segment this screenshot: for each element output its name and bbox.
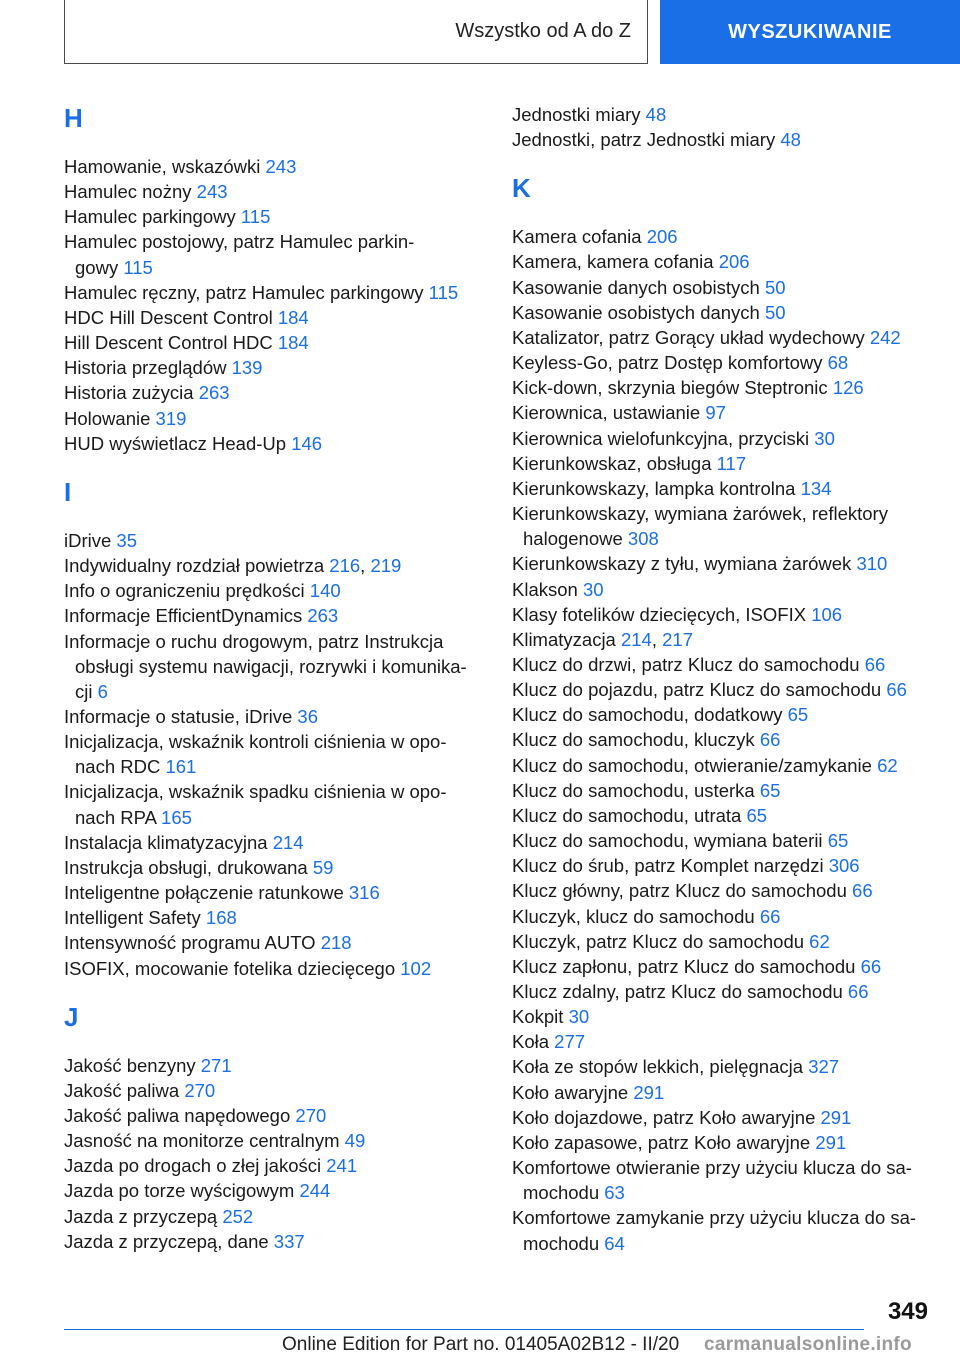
page-link[interactable]: 271 <box>200 1054 232 1076</box>
page-link[interactable]: 161 <box>165 756 197 778</box>
footer-edition: Online Edition for Part no. 01405A02B12 - II/20 <box>282 1334 680 1355</box>
index-entry-text: Keyless-Go, patrz Dostęp komfortowy <box>512 352 823 374</box>
index-entry-text: Instalacja klimatyzacyjna <box>64 831 268 853</box>
page-link[interactable]: 184 <box>277 306 309 328</box>
index-entry-text: Inicjalizacja, wskaźnik kontroli ciśnienia w opo- nach RDC <box>64 731 447 778</box>
page-link[interactable]: 30 <box>814 427 835 449</box>
page-link[interactable]: 214 <box>272 831 304 853</box>
index-entry <box>512 577 932 602</box>
index-entry <box>64 603 484 628</box>
index-entry-text: Klimatyzacja <box>512 628 616 650</box>
page-link[interactable]: 139 <box>231 357 263 379</box>
index-entry <box>512 300 932 325</box>
index-entry <box>64 855 484 880</box>
index-entry-text: Informacje EfficientDynamics <box>64 605 303 627</box>
index-entry-text: Kierunkowskazy, wymiana żarówek, reflektory halogenowe <box>512 503 888 550</box>
page-link[interactable]: 310 <box>856 553 888 575</box>
index-entry-text: Jakość benzyny <box>64 1054 196 1076</box>
index-entry <box>64 1229 484 1254</box>
index-entry <box>512 904 932 929</box>
index-entry-text: Jakość paliwa napędowego <box>64 1105 291 1126</box>
tab-search[interactable] <box>660 0 960 64</box>
index-entry-text: iDrive <box>64 529 112 551</box>
index-entry <box>64 704 484 729</box>
index-entry <box>64 204 484 229</box>
index-entry <box>512 325 932 350</box>
page-link[interactable]: 243 <box>196 181 228 203</box>
index-entry-text: Klucz zapłonu, patrz Klucz do samochodu <box>512 955 856 977</box>
index-entry <box>64 1103 484 1128</box>
index-entry-text: Kasowanie osobistych danych <box>512 301 760 323</box>
index-entry <box>512 929 932 954</box>
index-entry-text: Jednostki miary <box>512 104 641 125</box>
page-link[interactable]: 241 <box>326 1155 358 1177</box>
index-entry-text: Klucz zdalny, patrz Klucz do samochodu <box>512 981 843 1002</box>
page-link[interactable]: 48 <box>645 104 667 125</box>
index-entry <box>512 677 932 702</box>
page-link[interactable]: 242 <box>869 326 901 348</box>
page-link[interactable]: 219 <box>370 555 402 577</box>
index-entry <box>64 1204 484 1229</box>
page-link[interactable]: 66 <box>847 981 869 1002</box>
index-entry-text: Komfortowe zamykanie przy użyciu klucza do sa- mochodu <box>512 1207 917 1254</box>
index-entry-text: Klucz do samochodu, kluczyk <box>512 729 755 751</box>
page-link[interactable]: 277 <box>554 1031 586 1053</box>
index-entry <box>512 551 932 576</box>
index-entry-text: Klucz do samochodu, dodatkowy <box>512 704 783 726</box>
index-entry <box>512 652 932 677</box>
index-entry-text: HDC Hill Descent Control <box>64 306 273 328</box>
index-entry-text: Kamera, kamera cofania <box>512 251 714 273</box>
index-entry-text: Klucz do drzwi, patrz Klucz do samochodu <box>512 653 860 675</box>
page-link[interactable]: 50 <box>765 301 786 323</box>
index-entry-text: Historia zużycia <box>64 382 194 404</box>
index-entry: Klimatyzacja 214, 217 <box>512 628 694 650</box>
index-entry <box>64 1178 484 1203</box>
page-link[interactable]: 66 <box>759 905 781 927</box>
index-entry <box>512 275 932 300</box>
page-link[interactable]: 140 <box>309 580 341 602</box>
index-entry-text: Kasowanie danych osobistych <box>512 276 760 298</box>
index-letter-heading: K <box>512 173 531 204</box>
index-entry <box>64 154 484 179</box>
index-entry-text: Kluczyk, klucz do samochodu <box>512 905 755 927</box>
index-entry <box>512 249 932 274</box>
index-entry <box>512 979 932 1004</box>
index-entry-text: Jazda po drogach o złej jakości <box>64 1155 322 1177</box>
index-entry <box>512 127 932 152</box>
page-link[interactable]: 308 <box>627 528 659 550</box>
index-entry-text: Informacje o ruchu drogowym, patrz Instrukcja obsługi systemu nawigacji, rozrywki i komunika- cji <box>64 630 467 702</box>
index-entry <box>512 400 932 425</box>
page-link[interactable]: 50 <box>765 276 786 298</box>
page-link[interactable]: 115 <box>240 206 271 228</box>
index-entry-text: Klucz do samochodu, otwieranie/zamykanie <box>512 754 872 776</box>
index-entry <box>512 350 932 375</box>
page-link[interactable]: 263 <box>307 605 339 627</box>
page-link[interactable]: 65 <box>746 804 768 826</box>
index-entry-text: Indywidualny rozdział powietrza <box>64 555 325 577</box>
page-link[interactable]: 244 <box>299 1180 331 1202</box>
index-entry-text: Historia przeglądów <box>64 357 227 379</box>
index-entry-text: HUD wyświetlacz Head-Up <box>64 432 287 454</box>
page-link[interactable]: 66 <box>886 679 907 701</box>
index-entry <box>512 1130 932 1155</box>
index-entry <box>512 853 932 878</box>
index-entry <box>64 1128 484 1153</box>
index-entry-text: Koło dojazdowe, patrz Koło awaryjne <box>512 1106 816 1128</box>
index-letter-heading: H <box>64 103 83 133</box>
page-link[interactable]: 184 <box>277 332 309 354</box>
page-link[interactable]: 6 <box>97 680 108 702</box>
page-link[interactable]: 48 <box>780 129 801 151</box>
index-entry-text: Klucz do samochodu, wymiana baterii <box>512 830 823 852</box>
watermark: carmanualsonline.info <box>704 1334 912 1355</box>
index-entry-text: Inteligentne połączenie ratunkowe <box>64 882 344 904</box>
index-entry <box>64 431 484 456</box>
index-entry <box>64 305 484 330</box>
index-entry-text: Kierunkowskazy z tyłu, wymiana żarówek <box>512 553 852 575</box>
tab-a-to-z-label: Wszystko od A do Z <box>455 20 631 42</box>
index-entry-text: ISOFIX, mocowanie fotelika dziecięcego <box>64 957 396 979</box>
page-link[interactable]: 206 <box>718 251 750 273</box>
index-entry <box>64 779 484 829</box>
page-link[interactable]: 66 <box>864 653 886 675</box>
index-entry <box>64 905 484 930</box>
index-entry <box>64 380 484 405</box>
index-entry-text: Jasność na monitorze centralnym <box>64 1130 340 1152</box>
index-entry-text: Klucz główny, patrz Klucz do samochodu <box>512 880 847 902</box>
index-entry-text: Hamulec postojowy, patrz Hamulec parkin- gowy <box>64 231 415 278</box>
page-link[interactable]: 30 <box>568 1006 590 1028</box>
page-link[interactable]: 217 <box>662 628 694 650</box>
page-link[interactable]: 102 <box>400 957 432 979</box>
page-link[interactable]: 65 <box>787 704 809 726</box>
index-entry <box>64 830 484 855</box>
index-entry <box>512 803 932 828</box>
index-entry-text: Jazda z przyczepą <box>64 1205 218 1227</box>
page-link[interactable]: 168 <box>205 907 237 929</box>
page-link[interactable]: 291 <box>815 1131 847 1153</box>
page-link[interactable]: 291 <box>820 1106 852 1128</box>
index-letter-heading: J <box>64 1001 79 1032</box>
index-entry-text: Jazda z przyczepą, dane <box>64 1230 269 1252</box>
index-entry <box>64 1153 484 1178</box>
page-link[interactable]: 270 <box>295 1105 327 1126</box>
index-entry-text: Intelligent Safety <box>64 907 201 929</box>
index-entry <box>64 956 484 981</box>
tab-search-label: WYSZUKIWANIE <box>728 20 892 43</box>
index-entry-text: Kierunkowskazy, lampka kontrolna <box>512 477 796 499</box>
index-entry <box>64 578 484 603</box>
page-link[interactable]: 49 <box>344 1130 366 1152</box>
page-link[interactable]: 30 <box>582 578 604 600</box>
page-link[interactable]: 316 <box>348 882 380 904</box>
page-link[interactable]: 146 <box>291 432 323 454</box>
index-entry <box>512 1105 932 1130</box>
index-letter-heading: I <box>64 476 72 507</box>
footer-divider <box>64 1329 864 1330</box>
index-entry-text: Kamera cofania <box>512 226 642 248</box>
page-link[interactable]: 115 <box>428 281 459 303</box>
index-entry-text: Instrukcja obsługi, drukowana <box>64 856 308 878</box>
index-entry-text: Kluczyk, patrz Klucz do samochodu <box>512 930 805 952</box>
index-entry <box>512 1004 932 1029</box>
page-link[interactable]: 65 <box>827 830 849 852</box>
page-link[interactable]: 35 <box>116 529 137 551</box>
index-entry <box>512 426 932 451</box>
page-link[interactable]: 66 <box>759 729 781 751</box>
page-link[interactable]: 165 <box>161 806 192 828</box>
index-entry <box>64 355 484 380</box>
page-link[interactable]: 218 <box>320 932 352 954</box>
index-entry: Indywidualny rozdział powietrza 216, 219 <box>64 555 402 577</box>
page-link[interactable]: 306 <box>828 855 860 877</box>
page-link[interactable]: 243 <box>265 156 297 177</box>
page-link[interactable]: 206 <box>646 226 678 248</box>
page-link[interactable]: 65 <box>759 779 781 801</box>
page-link[interactable]: 62 <box>809 930 830 952</box>
index-entry <box>64 528 484 553</box>
index-entry <box>64 406 484 431</box>
page-link[interactable]: 134 <box>800 477 832 499</box>
index-entry <box>512 501 932 551</box>
index-entry <box>512 1029 932 1054</box>
index-entry <box>64 229 484 279</box>
page-link[interactable]: 97 <box>705 402 726 424</box>
index-entry-text: Jednostki, patrz Jednostki miary <box>512 129 776 151</box>
page-link[interactable]: 106 <box>811 603 843 625</box>
index-entry <box>64 629 484 704</box>
index-entry <box>512 702 932 727</box>
index-entry <box>512 828 932 853</box>
index-entry-text: Info o ograniczeniu prędkości <box>64 580 305 602</box>
index-entry-text: Klakson <box>512 578 578 600</box>
index-entry-text: Kierownica wielofunkcyjna, przyciski <box>512 427 810 449</box>
index-entry <box>64 330 484 355</box>
index-entry-text: Inicjalizacja, wskaźnik spadku ciśnienia w opo- nach RPA <box>64 781 447 828</box>
page-link[interactable]: 63 <box>604 1182 625 1204</box>
index-entry <box>512 753 932 778</box>
page-link[interactable]: 115 <box>123 256 153 278</box>
index-entry-text: Intensywność programu AUTO <box>64 932 316 954</box>
page-link[interactable]: 263 <box>198 382 230 404</box>
index-entry <box>512 1054 932 1079</box>
index-column-left <box>64 102 484 1254</box>
index-entry-text: Informacje o statusie, iDrive <box>64 705 293 727</box>
index-entry-text: Hill Descent Control HDC <box>64 332 273 354</box>
page-link[interactable]: 66 <box>860 955 882 977</box>
index-entry <box>512 451 932 476</box>
index-entry-text: Komfortowe otwieranie przy użyciu klucza do sa- mochodu <box>512 1157 912 1204</box>
page-link[interactable]: 270 <box>184 1079 216 1101</box>
index-entry-text: Kierownica, ustawianie <box>512 402 701 424</box>
index-entry <box>512 727 932 752</box>
index-entry <box>512 1155 932 1205</box>
index-entry <box>64 729 484 779</box>
page-link[interactable]: 59 <box>312 856 334 878</box>
index-entry <box>512 476 932 501</box>
page-link[interactable]: 62 <box>877 754 898 776</box>
page-link[interactable]: 337 <box>273 1230 305 1252</box>
page-link[interactable]: 66 <box>852 880 873 902</box>
index-entry <box>512 1205 932 1255</box>
page-link[interactable]: 216 <box>329 555 361 577</box>
index-entry <box>512 102 932 127</box>
index-entry <box>512 602 932 627</box>
index-column-right <box>512 102 932 1256</box>
index-entry-text: Kokpit <box>512 1006 564 1028</box>
page-link[interactable]: 319 <box>155 407 187 429</box>
page-link[interactable]: 117 <box>716 452 747 474</box>
index-entry-text: Katalizator, patrz Gorący układ wydechowy <box>512 326 865 348</box>
page-link[interactable]: 291 <box>633 1081 665 1103</box>
index-entry-text: Hamowanie, wskazówki <box>64 156 261 177</box>
index-entry <box>64 179 484 204</box>
index-entry-text: Klasy fotelików dziecięcych, ISOFIX <box>512 603 807 625</box>
index-entry-text: Klucz do samochodu, usterka <box>512 779 755 801</box>
tab-a-to-z[interactable] <box>64 0 648 64</box>
page-link[interactable]: 252 <box>222 1205 254 1227</box>
index-entry <box>64 880 484 905</box>
index-entry-text: Hamulec ręczny, patrz Hamulec parkingowy <box>64 281 424 303</box>
index-entry-text: Holowanie <box>64 407 151 429</box>
index-entry-text: Kierunkowskaz, obsługa <box>512 452 712 474</box>
index-entry <box>512 224 932 249</box>
index-entry-text: Koło awaryjne <box>512 1081 629 1103</box>
index-entry-text: Koła ze stopów lekkich, pielęgnacja <box>512 1056 804 1078</box>
page-link[interactable]: 214 <box>620 628 652 650</box>
index-entry-text: Koła <box>512 1031 550 1053</box>
index-entry-text: Koło zapasowe, patrz Koło awaryjne <box>512 1131 811 1153</box>
index-entry <box>512 954 932 979</box>
index-entry-text: Hamulec nożny <box>64 181 192 203</box>
index-entry <box>64 1053 484 1078</box>
index-entry-text: Klucz do śrub, patrz Komplet narzędzi <box>512 855 824 877</box>
page-link[interactable]: 126 <box>832 377 864 399</box>
page-link[interactable]: 327 <box>808 1056 840 1078</box>
index-entry-text: Klucz do pojazdu, patrz Klucz do samochodu <box>512 679 882 701</box>
page-link[interactable]: 64 <box>604 1232 625 1254</box>
index-entry-text: Klucz do samochodu, utrata <box>512 804 742 826</box>
index-entry <box>512 778 932 803</box>
page-link[interactable]: 68 <box>827 352 849 374</box>
index-entry-text: Jazda po torze wyścigowym <box>64 1180 295 1202</box>
index-entry <box>512 375 932 400</box>
index-entry <box>512 878 932 903</box>
index-entry <box>64 280 484 305</box>
page-link[interactable]: 36 <box>297 705 318 727</box>
page-number: 349 <box>887 1298 928 1325</box>
index-entry <box>512 1080 932 1105</box>
index-entry-text: Jakość paliwa <box>64 1079 180 1101</box>
index-entry-text: Hamulec parkingowy <box>64 206 236 228</box>
index-entry <box>64 1078 484 1103</box>
index-entry-text: Kick-down, skrzynia biegów Steptronic <box>512 377 828 399</box>
index-entry <box>64 930 484 955</box>
